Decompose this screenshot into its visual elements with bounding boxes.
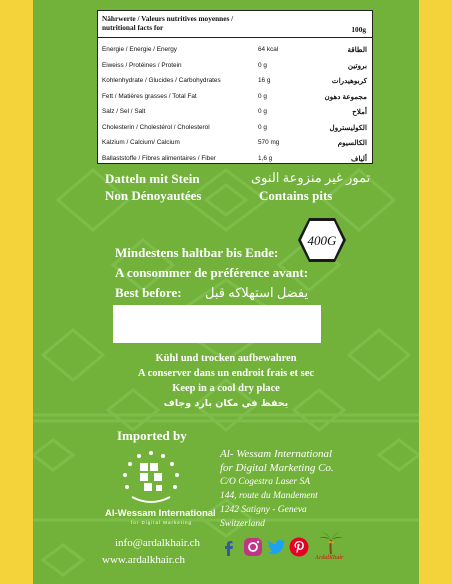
palm-tree-icon — [315, 530, 347, 556]
nutrient-label: Kalzium / Calcium/ Calcium — [102, 139, 180, 146]
nutrition-header-line1: Nährwerte / Valeurs nutritives moyennes / — [102, 14, 234, 23]
imported-by-heading: Imported by — [117, 428, 187, 443]
nutrient-value: 1,6 g — [258, 154, 273, 162]
nutrient-value: 64 kcal — [258, 46, 279, 53]
nutrition-row — [98, 135, 372, 151]
twitter-icon[interactable] — [266, 537, 286, 557]
website-link[interactable]: www.ardalkhair.ch — [102, 554, 185, 566]
al-wessam-logo-icon — [118, 447, 184, 509]
nutrient-value: 0 g — [258, 123, 267, 131]
pinterest-icon[interactable] — [289, 537, 309, 557]
facebook-icon[interactable] — [220, 537, 240, 557]
product-name-ar: تمور غير منزوعة النوى — [251, 170, 371, 185]
address-line: 144, route du Mandement — [220, 491, 318, 501]
company-name-line1: Al- Wessam International — [220, 448, 333, 460]
weight-badge — [297, 216, 347, 264]
nutrition-per-amount: 100g — [351, 25, 366, 34]
best-before-de: Mindestens haltbar bis Ende: — [115, 245, 279, 260]
best-before-ar: يفضل استهلاكه قبل — [205, 285, 309, 300]
nutrient-arabic: كربوهيدرات — [331, 76, 367, 85]
nutrient-value: 0 g — [258, 61, 267, 69]
weight-text: 400G — [307, 233, 337, 248]
nutrient-arabic: الكالسيوم — [337, 138, 367, 147]
nutrient-label: Energie / Energie / Energy — [102, 46, 177, 53]
nutrition-table — [97, 10, 373, 164]
product-name-en: Contains pits — [259, 188, 333, 203]
nutrient-value: 570 mg — [258, 139, 280, 146]
best-before-fr: A consommer de préférence avant: — [115, 265, 309, 280]
nutrient-label: Ballaststoffe / Fibres alimentaires / Fiber — [102, 154, 216, 162]
nutrient-arabic: بروتين — [347, 60, 367, 70]
storage-en: Keep in a cool dry place — [172, 383, 280, 394]
nutrient-arabic: مجموعة دهون — [324, 91, 367, 101]
product-name-de: Datteln mit Stein — [105, 171, 200, 186]
storage-ar: يحفظ في مكان بارد وجاف — [163, 398, 289, 409]
label-panel — [33, 0, 419, 584]
nutrient-value: 16 g — [258, 77, 271, 84]
nutrition-row — [98, 42, 372, 58]
product-name-fr: Non Dénoyautées — [105, 188, 202, 203]
nutrition-row — [98, 73, 372, 89]
nutrient-label: Cholesterin / Cholestérol / Cholesterol — [102, 123, 210, 131]
nutrition-row — [98, 120, 372, 136]
brand-mark: ArdalKhair — [315, 555, 344, 561]
nutrition-row — [98, 89, 372, 105]
nutrient-label: Fett / Matières grasses / Total Fat — [102, 92, 197, 100]
nutrient-arabic: أملاح — [352, 107, 367, 116]
nutrition-row — [98, 151, 372, 167]
instagram-icon[interactable] — [243, 537, 263, 557]
nutrient-arabic: الكوليسترول — [329, 122, 367, 132]
nutrition-row — [98, 58, 372, 74]
nutrient-label: Salz / Sel / Salt — [102, 108, 146, 115]
logo-tagline: for Digital Marketing — [131, 520, 193, 525]
address-line: C/O Cogestra Laser SA — [220, 477, 310, 487]
storage-fr: A conserver dans un endroit frais et sec — [137, 368, 315, 379]
address-line: Switzerland — [220, 519, 265, 529]
email-link[interactable]: info@ardalkhair.ch — [115, 537, 200, 549]
company-name-line2: for Digital Marketing Co. — [220, 462, 334, 474]
nutrient-value: 0 g — [258, 92, 267, 100]
nutrient-arabic: ألياف — [351, 153, 367, 163]
nutrition-header — [98, 11, 372, 38]
nutrient-label: Eiweiss / Protéines / Protein — [102, 61, 182, 69]
nutrient-value: 0 g — [258, 108, 267, 115]
storage-de: Kühl und trocken aufbewahren — [155, 353, 297, 364]
best-before-date-field — [113, 305, 321, 343]
nutrition-header-line2: nutritional facts for — [102, 23, 164, 32]
nutrient-arabic: الطاقة — [347, 45, 367, 54]
nutrition-row — [98, 104, 372, 120]
logo-name: Al-Wessam International — [105, 508, 216, 519]
address-line: 1242 Satigny - Geneva — [220, 505, 307, 515]
best-before-en: Best before: — [115, 285, 182, 300]
nutrient-label: Kohlenhydrate / Glucides / Carbohydrates — [102, 77, 221, 84]
